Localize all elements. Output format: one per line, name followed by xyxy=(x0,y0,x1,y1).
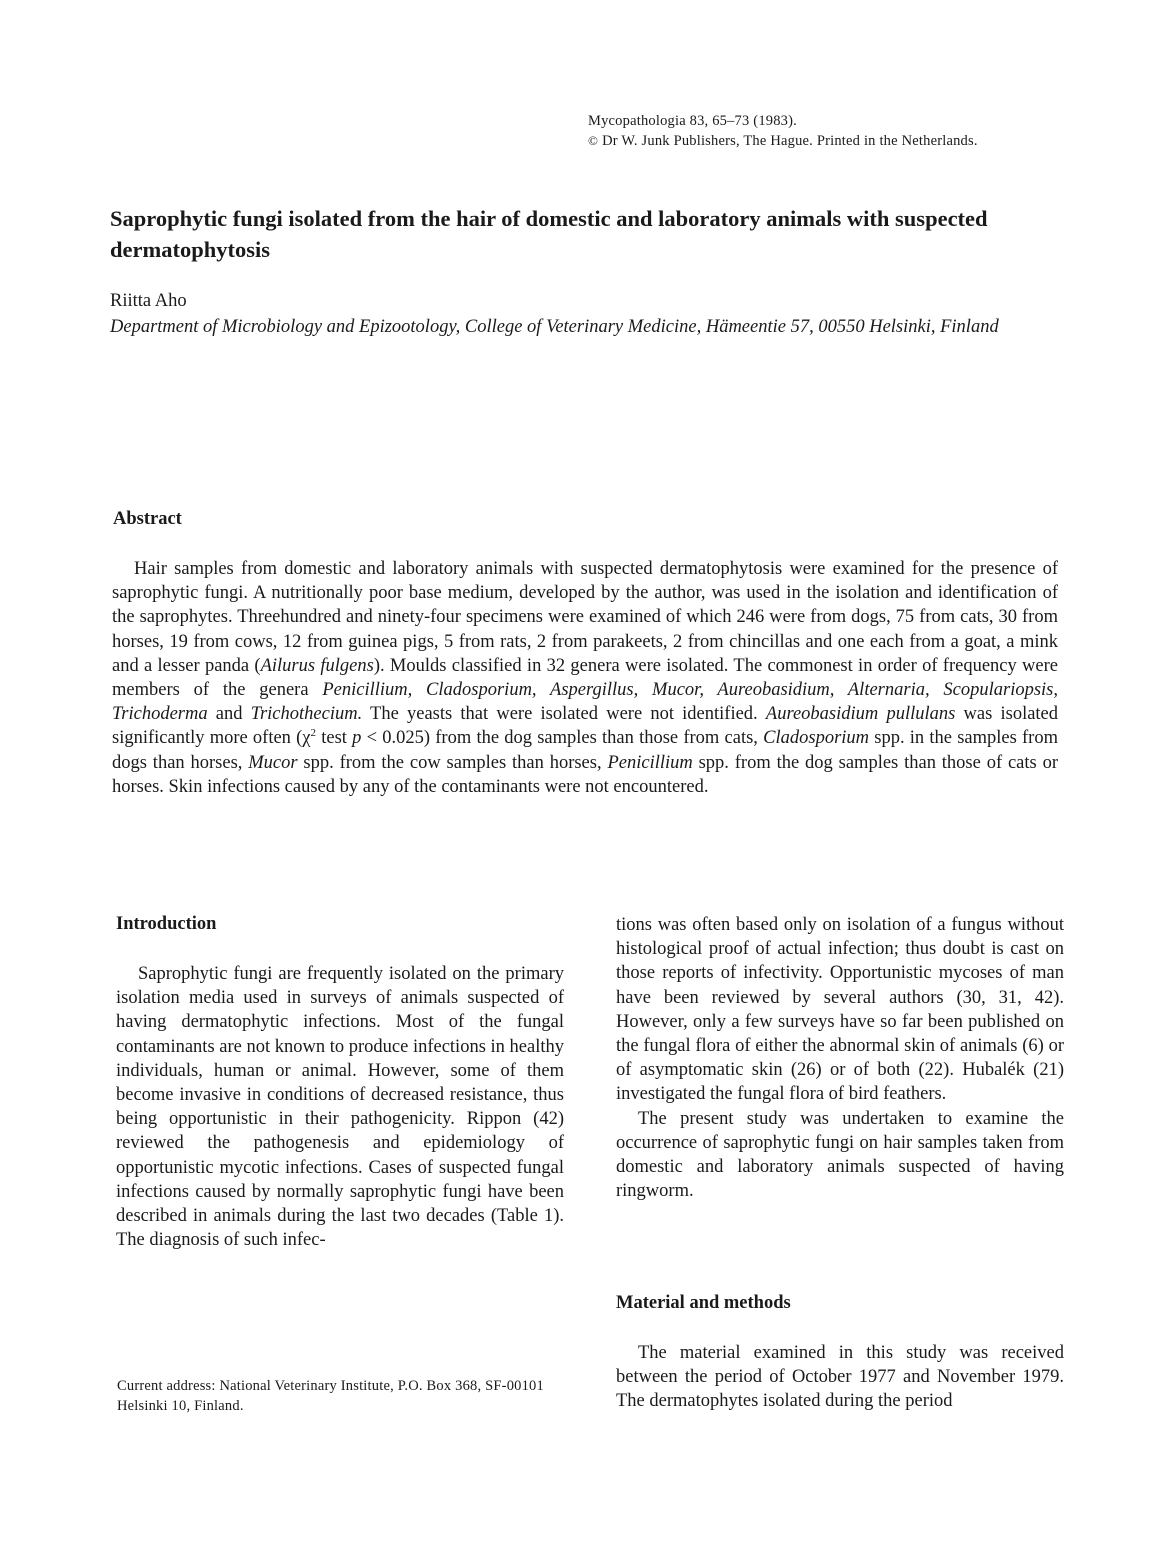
copyright-icon: © xyxy=(588,133,599,148)
abstract-italic-4: Aureobasidium pullulans xyxy=(765,704,956,725)
abstract-text-1: Hair samples from domestic and laboratory animals with suspected dermatophytosis were examined for the presence of saprophytic fungi. A nutritionally poor base medium, developed by the author, was used in the isolation and identification of the saprophytes. Threehundred and ninety-four specimens were examined of which 246 were from dogs, 75 from cats, 30 from horses, 19 from cows, 12 from guinea pigs, 5 from rats, 2 from parakeets, 2 from chincillas and one each from a goat, a mink and a lesser panda ( xyxy=(112,559,1058,676)
abstract-text-4: The yeasts that were isolated were not identified. xyxy=(362,704,766,725)
journal-citation: Mycopathologia 83, 65–73 (1983). xyxy=(588,113,797,129)
abstract-italic-9: Penicillium xyxy=(607,752,693,773)
abstract-italic-2: Penicillium, Cladosporium, Aspergillus, Mucor, Aureobasidium, Alternaria, Scopulariopsis, Trichoderma xyxy=(112,680,1058,725)
abstract-body xyxy=(112,557,1058,799)
methods-paragraph-1: The material examined in this study was received between the period of October 1977 and November 1979. The dermatophytes isolated during the period xyxy=(616,1343,1064,1412)
article-title: Saprophytic fungi isolated from the hair of domestic and laboratory animals with suspected dermatophytosis xyxy=(110,206,988,262)
journal-header xyxy=(588,111,1108,151)
article-author: Riitta Aho xyxy=(110,291,187,311)
abstract-italic-7: Cladosporium xyxy=(763,728,870,749)
abstract-italic-8: Mucor xyxy=(248,752,298,773)
journal-publisher-line xyxy=(588,131,1108,151)
abstract-text-9: spp. from the cow samples than horses, xyxy=(297,752,608,773)
abstract-text-10: spp. from the dog samples than those of cats or horses. Skin infections caused by any of the contaminants were not encountered. xyxy=(112,752,1058,797)
abstract-text-8: spp. in the samples from dogs than horses, xyxy=(112,728,1058,773)
abstract-italic-6: p xyxy=(352,728,362,749)
abstract-text-6: test xyxy=(316,728,353,749)
abstract-italic-1: Ailurus fulgens xyxy=(260,655,374,676)
introduction-paragraph-1-left: Saprophytic fungi are frequently isolated on the primary isolation media used in surveys of animals suspected of having dermatophytic infections. Most of the fungal contaminants are not known to produce infections in healthy individuals, human or animal. However, some of them become invasive in conditions of decreased resistance, thus being opportunistic in their pathogenicity. Rippon (42) reviewed the pathogenesis and epidemiology of opportunistic mycotic infections. Cases of suspected fungal infections caused by normally saprophytic fungi have been described in animals during the last two decades (Table 1). The diagnosis of such infec- xyxy=(116,964,564,1251)
abstract-text-5: was isolated significantly more often (χ xyxy=(112,704,1059,749)
article-affiliation: Department of Microbiology and Epizootology, College of Veterinary Medicine, Hämeentie 57, 00550 Helsinki, Finland xyxy=(110,317,999,337)
abstract-text-3: and xyxy=(207,704,251,725)
footnote-address: Current address: National Veterinary Institute, P.O. Box 368, SF-00101 Helsinki 10, Finland. xyxy=(117,1378,544,1414)
abstract-superscript: 2 xyxy=(310,727,317,740)
introduction-heading: Introduction xyxy=(116,914,217,934)
introduction-column-left xyxy=(116,962,564,1252)
abstract-heading: Abstract xyxy=(113,509,182,529)
journal-publisher: Dr W. Junk Publishers, The Hague. Printed in the Netherlands. xyxy=(602,133,978,149)
abstract-text-2: ). Moulds classified in 32 genera were isolated. The commonest in order of frequency were members of the genera xyxy=(112,655,1058,701)
introduction-column-right xyxy=(616,913,1064,1203)
abstract-italic-3: Trichothecium. xyxy=(250,704,363,725)
methods-heading: Material and methods xyxy=(616,1293,791,1313)
introduction-paragraph-1-right: tions was often based only on isolation of a fungus without histological proof of actual infection; thus doubt is cast on those reports of infectivity. Opportunistic mycoses of man have been reviewed by several authors (30, 31, 42). However, only a few surveys have so far been published on the fungal flora of either the abnormal skin of animals (6) or of asymptomatic skin (26) or of both (22). Hubalék (21) investigated the fungal flora of bird feathers. xyxy=(616,915,1064,1105)
abstract-text-7: < 0.025) from the dog samples than those from cats, xyxy=(361,728,764,749)
introduction-paragraph-2: The present study was undertaken to examine the occurrence of saprophytic fungi on hair samples taken from domestic and laboratory animals suspected of having ringworm. xyxy=(616,1108,1064,1202)
